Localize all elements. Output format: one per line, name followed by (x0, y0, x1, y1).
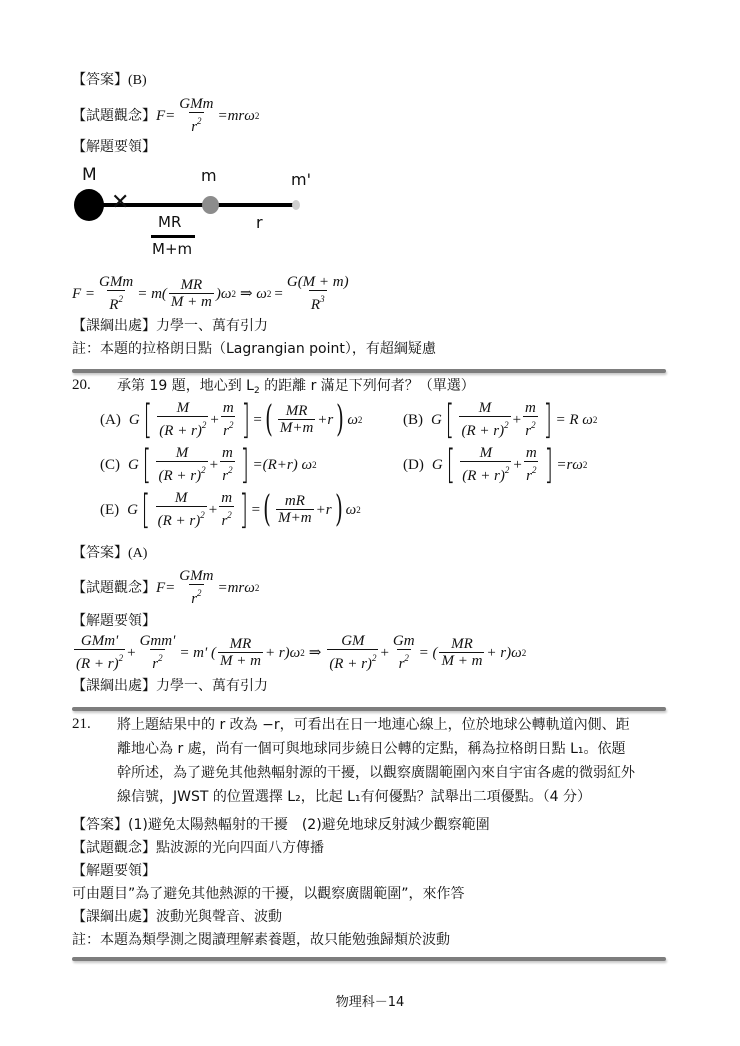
q19-syllabus: 【課綱出處】力學一、萬有引力 (72, 318, 268, 334)
section-divider (72, 707, 666, 711)
answer-label: 【答案】 (72, 72, 128, 88)
question-text: 承第 19 題，地心到 $L_2$ 的距離 r 滿足下列何者？（單選） (117, 378, 475, 396)
page-footer: 物理科－14 (335, 995, 405, 1010)
mass-m-prime-circle (292, 200, 300, 210)
q21-solution-text: 可由題目”為了避免其他熱源的干擾，以觀察廣闊範圍”，來作答 (72, 886, 465, 902)
q21-concept: 【試題觀念】點波源的光向四面八方傳播 (72, 840, 324, 856)
concept-formula: F= $\frac{\text{GMm}}{r^2}$ =mrω 2 (156, 96, 260, 135)
label-r: r (256, 213, 263, 232)
option-e[interactable]: (E) G [ $\frac{M}{(R + r)^2}$ + $\frac{m}{r^2}$ ] = ( $\frac{mR}{M+m}$ +r ) ω 2 (100, 487, 361, 533)
lagrange-diagram (72, 163, 312, 263)
label-M-plus-m: M+m (152, 240, 193, 258)
q19-solution-label: 【解題要領】 (72, 139, 156, 155)
label-MR: MR (158, 213, 182, 231)
label-m: m (201, 166, 217, 185)
q19-concept (72, 96, 259, 136)
question-text: 將上題結果中的 r 改為 −r，可看出在日一地連心線上，位於地球公轉軌道內側、距 離地心為 r 處，尚有一個可與地球同步繞日公轉的定點，稱為拉格朗日點 L₁。依題 幹所述，為了避免其他熱輻射源的干擾，以觀察廣闊範圍內來自宇宙各處的微弱紅外 線信號，JWST 的位置選擇 L₂，比起 L₁有何優點？試舉出二項優點。（4 分） (117, 717, 635, 805)
q19-note: 註：本題的拉格朗日點（Lagrangian point），有超綱疑慮 (72, 341, 436, 357)
label-m-prime: m' (291, 170, 311, 189)
option-a[interactable]: (A) G [ $\frac{M}{(R + r)^2}$ + $\frac{m}{r^2}$ ] = ( $\frac{MR}{M+m}$ +r ) ω 2 (100, 397, 363, 443)
q20-derivation: $\frac{\text{GMm'}}{(R + r)^2}$ + $\frac{\text{Gmm'}}{r^2}$ = m' ( $\frac{MR}{M + m}$ + r)ω 2 ⇒ $\frac{GM}{(R + r)^2}$ + $\frac{Gm}{r^2}$ = ( $\frac{MR}{M + m}$ + r)ω 2 (76, 633, 527, 672)
q21-syllabus: 【課綱出處】波動光與聲音、波動 (72, 909, 282, 925)
fraction-bar (151, 235, 195, 238)
section-divider (72, 957, 666, 961)
question-number: 21. (72, 716, 91, 732)
q19-derivation: F = $\frac{\text{GMm}}{R^2}$ = m( $\frac{MR}{M + m}$ )ω 2 ⇒ ω 2 = $\frac{G(M + m)}{R^3}$ (72, 274, 349, 313)
concept-label: 【試題觀念】 (72, 108, 156, 124)
q20-concept: 【試題觀念】 F= $\frac{\text{GMm}}{r^2}$ =mrω 2 (72, 568, 260, 607)
section-divider (72, 369, 666, 373)
barycenter-x-icon: ✕ (111, 190, 130, 215)
q20-answer: 【答案】(A) (72, 545, 148, 561)
option-c[interactable]: (C) G [ $\frac{M}{(R + r)^2}$ + $\frac{m}{r^2}$ ] =(R+r) ω 2 (100, 442, 317, 488)
q21-answer: 【答案】(1)避免太陽熱輻射的干擾 (2)避免地球反射減少觀察範圍 (72, 817, 490, 833)
answer-value: (B) (128, 73, 147, 88)
option-d[interactable]: (D) G [ $\frac{M}{(R + r)^2}$ + $\frac{m}{r^2}$ ] =rω 2 (403, 442, 588, 488)
mass-m-circle (202, 196, 219, 214)
q21-solution-label: 【解題要領】 (72, 863, 156, 879)
label-M: M (82, 165, 97, 185)
q21-note: 註：本題為類學測之閱讀理解素養題，故只能勉強歸類於波動 (72, 932, 450, 948)
q20-solution-label: 【解題要領】 (72, 613, 156, 629)
q20-syllabus: 【課綱出處】力學一、萬有引力 (72, 678, 268, 694)
option-b[interactable]: (B) G [ $\frac{M}{(R + r)^2}$ + $\frac{m}{r^2}$ ] = R ω 2 (403, 397, 598, 443)
q19-answer (72, 70, 147, 91)
mass-M-circle (74, 189, 104, 221)
question-number: 20. (72, 377, 91, 393)
